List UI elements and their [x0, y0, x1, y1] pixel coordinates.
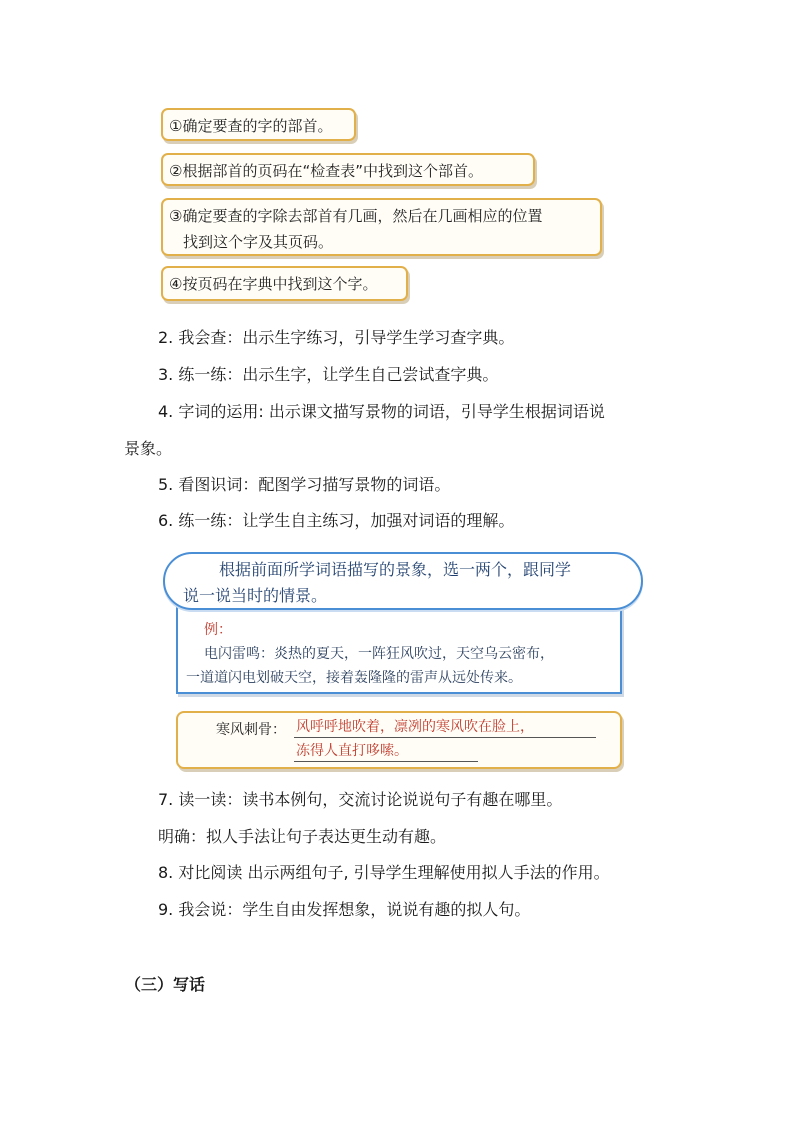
- example-box: [176, 606, 622, 694]
- example-label: 例：: [204, 622, 232, 638]
- item-8: 8. 对比阅读 出示两组句子, 引导学生理解使用拟人手法的作用。: [158, 863, 610, 882]
- item-3: 3. 练一练：出示生字，让学生自己尝试查字典。: [158, 365, 499, 384]
- item-9: 9. 我会说：学生自由发挥想象，说说有趣的拟人句。: [158, 900, 531, 919]
- step-box-4: [161, 266, 408, 301]
- speech-line-1: 根据前面所学词语描写的景象，选一两个，跟同学: [219, 560, 572, 579]
- answer-term: 寒风刺骨：: [216, 722, 286, 738]
- item-6: 6. 练一练：让学生自主练习，加强对词语的理解。: [158, 511, 515, 530]
- answer-line-1: 风呼呼地吹着，凛冽的寒风吹在脸上，: [294, 717, 596, 738]
- item-4-line2: 景象。: [124, 439, 173, 458]
- example-line-1: 电闪雷鸣：炎热的夏天，一阵狂风吹过，天空乌云密布，: [204, 646, 554, 662]
- step-text-4: ④按页码在字典中找到这个字。: [169, 275, 378, 293]
- step-text-3b: 找到这个字及其页码。: [183, 233, 334, 251]
- item-7-conclusion: 明确：拟人手法让句子表达更生动有趣。: [158, 827, 447, 846]
- step-box-3: [161, 198, 602, 256]
- step-box-1: [161, 108, 356, 141]
- step-text-2: ②根据部首的页码在“检查表”中找到这个部首。: [169, 162, 483, 180]
- step-text-3a: ③确定要查的字除去部首有几画，然后在几画相应的位置: [169, 207, 543, 225]
- speech-bubble: [163, 552, 643, 610]
- item-4-line1: 4. 字词的运用: 出示课文描写景物的词语，引导学生根据词语说: [158, 402, 605, 421]
- section-title: （三）写话: [125, 975, 206, 994]
- item-2: 2. 我会查：出示生字练习，引导学生学习查字典。: [158, 328, 515, 347]
- answer-line-2: 冻得人直打哆嗦。: [294, 741, 478, 762]
- speech-line-2: 说一说当时的情景。: [183, 586, 328, 605]
- step-box-2: [161, 153, 535, 186]
- answer-box: [176, 711, 622, 769]
- item-7: 7. 读一读：读书本例句，交流讨论说说句子有趣在哪里。: [158, 790, 563, 809]
- example-line-2: 一道道闪电划破天空，接着轰隆隆的雷声从远处传来。: [186, 670, 522, 686]
- item-5: 5. 看图识词：配图学习描写景物的词语。: [158, 475, 451, 494]
- step-text-1: ①确定要查的字的部首。: [169, 117, 333, 135]
